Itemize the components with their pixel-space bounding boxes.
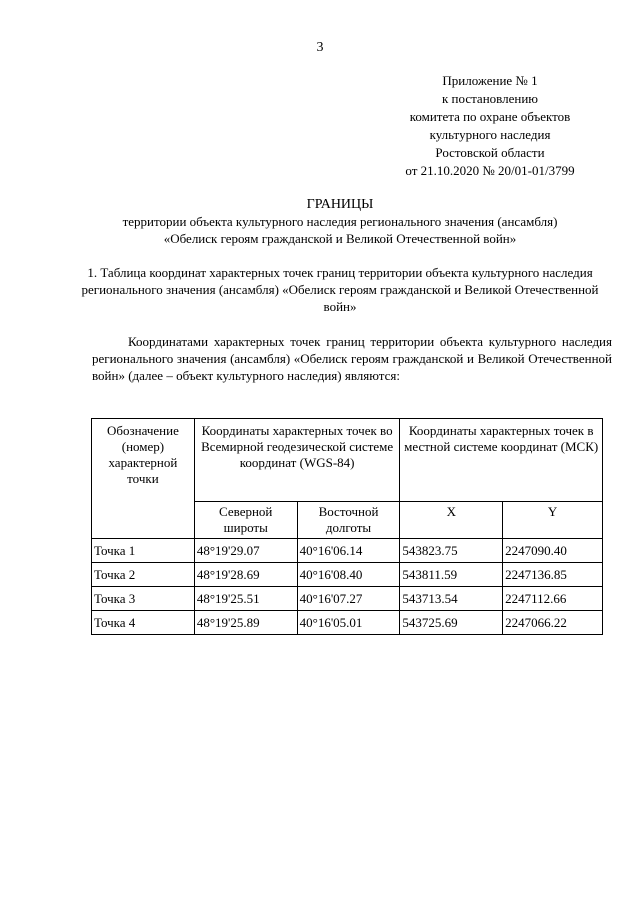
point-latitude: 48°19'25.51 bbox=[194, 587, 297, 611]
title-line-2: «Обелиск героям гражданской и Великой Отечественной войн» bbox=[163, 231, 517, 246]
point-name: Точка 1 bbox=[92, 539, 195, 563]
point-x: 543823.75 bbox=[400, 539, 503, 563]
point-x: 543725.69 bbox=[400, 611, 503, 635]
point-name: Точка 3 bbox=[92, 587, 195, 611]
table-header-row bbox=[92, 419, 603, 502]
point-longitude: 40°16'07.27 bbox=[297, 587, 400, 611]
point-y: 2247066.22 bbox=[503, 611, 603, 635]
point-y: 2247112.66 bbox=[503, 587, 603, 611]
header-north: Северной широты bbox=[194, 502, 297, 539]
point-latitude: 48°19'29.07 bbox=[194, 539, 297, 563]
point-x: 543713.54 bbox=[400, 587, 503, 611]
annex-line: культурного наследия bbox=[429, 127, 551, 142]
header-y: Y bbox=[503, 502, 603, 539]
point-x: 543811.59 bbox=[400, 563, 503, 587]
header-east: Восточной долготы bbox=[297, 502, 400, 539]
page-number: 3 bbox=[316, 40, 324, 55]
annex-line: от 21.10.2020 № 20/01-01/3799 bbox=[405, 163, 575, 178]
point-longitude: 40°16'05.01 bbox=[297, 611, 400, 635]
header-msk-label: Координаты характерных точек в местной системе координат (МСК) bbox=[400, 419, 603, 502]
document-title bbox=[60, 196, 620, 247]
table-row bbox=[92, 539, 603, 563]
annex-line: Приложение № 1 bbox=[442, 73, 538, 88]
title-heading: ГРАНИЦЫ bbox=[306, 197, 374, 212]
point-longitude: 40°16'06.14 bbox=[297, 539, 400, 563]
table-row bbox=[92, 563, 603, 587]
table-row bbox=[92, 587, 603, 611]
title-line-1: территории объекта культурного наследия регионального значения (ансамбля) bbox=[122, 214, 558, 229]
annex-block bbox=[360, 72, 620, 180]
point-longitude: 40°16'08.40 bbox=[297, 563, 400, 587]
point-latitude: 48°19'25.89 bbox=[194, 611, 297, 635]
header-x: X bbox=[400, 502, 503, 539]
point-y: 2247090.40 bbox=[503, 539, 603, 563]
point-name: Точка 2 bbox=[92, 563, 195, 587]
intro-paragraph-text: Координатами характерных точек границ территории объекта культурного наследия регионального значения (ансамбля) «Обелиск героям гражданской и Великой Отечественной войн» (далее – объект культурного наследия) являются: bbox=[92, 334, 612, 383]
header-wgs-label: Координаты характерных точек во Всемирной геодезической системе координат (WGS-84) bbox=[194, 419, 400, 502]
point-name: Точка 4 bbox=[92, 611, 195, 635]
section-title: 1. Таблица координат характерных точек границ территории объекта культурного наследия регионального значения (ансамбля) «Обелиск героям гражданской и Великой Отечественной войн» bbox=[81, 265, 599, 314]
coordinates-table bbox=[91, 418, 603, 635]
annex-line: к постановлению bbox=[441, 91, 539, 106]
intro-paragraph bbox=[92, 333, 612, 384]
annex-line: комитета по охране объектов bbox=[409, 109, 571, 124]
point-y: 2247136.85 bbox=[503, 563, 603, 587]
annex-line: Ростовской области bbox=[435, 145, 545, 160]
header-point-label: Обозначение (номер) характерной точки bbox=[92, 419, 195, 539]
table-row bbox=[92, 611, 603, 635]
point-latitude: 48°19'28.69 bbox=[194, 563, 297, 587]
